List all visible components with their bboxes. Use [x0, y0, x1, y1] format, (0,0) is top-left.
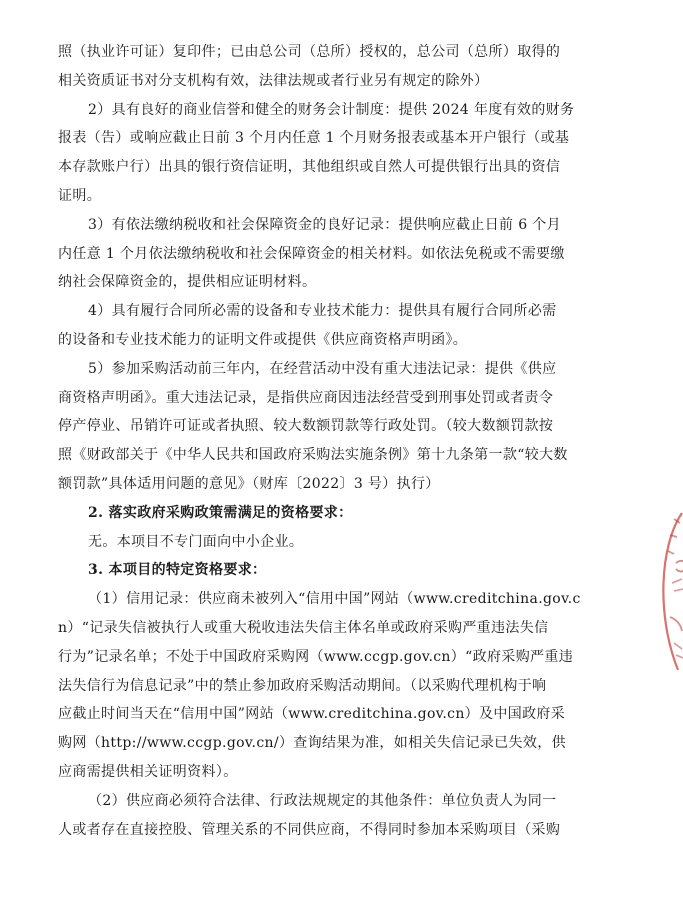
text-line: 无。本项目不专门面向中小企业。	[88, 533, 304, 550]
text-line: 报表（告）或响应截止日前 3 个月内任意 1 个月财务报表或基本开户银行（或基	[58, 130, 570, 147]
text-line: 购网（http://www.ccgp.gov.cn/）查询结果为准，如相关失信记录已失效，供	[58, 735, 566, 752]
text-line: 内任意 1 个月依法缴纳税收和社会保障资金的相关材料。如依法免税或不需要缴	[58, 245, 565, 262]
text-line: 法失信行为信息记录”中的禁止参加政府采购活动期间。（以采购代理机构于响	[58, 677, 547, 694]
text-line: 本存款账户行）出具的银行资信证明，其他组织或自然人可提供银行出具的资信	[58, 159, 561, 176]
text-line: 停产停业、吊销许可证或者执照、较大数额罚款等行政处罚。（较大数额罚款按	[58, 418, 554, 435]
text-line: n）“记录失信被执行人或重大税收违法失信主体名单或政府采购严重违法失信	[58, 619, 549, 636]
text-line: 3）有依法缴纳税收和社会保障资金的良好记录：提供响应截止日前 6 个月	[88, 216, 561, 233]
text-line: 的设备和专业技术能力的证明文件或提供《供应商资格声明函》。	[58, 331, 468, 348]
text-line: 纳社会保障资金的，提供相应证明材料。	[58, 274, 317, 291]
text-line: 证明。	[58, 187, 102, 204]
text-line: 2）具有良好的商业信誉和健全的财务会计制度：提供 2024 年度有效的财务	[88, 101, 575, 118]
text-line: 4）具有履行合同所必需的设备和专业技术能力：提供具有履行合同所必需	[88, 303, 557, 320]
text-line: 额罚款”具体适用问题的意见》（财库〔2022〕3 号）执行）	[58, 475, 440, 492]
text-line: 5）参加采购活动前三年内，在经营活动中没有重大违法记录：提供《供应	[88, 360, 557, 377]
section-heading: 2. 落实政府采购政策需满足的资格要求：	[88, 504, 353, 521]
text-line: 行为”记录名单；不处于中国政府采购网（www.ccgp.gov.cn）“政府采购严重违	[58, 648, 574, 665]
text-line: （2）供应商必须符合法律、行政法规规定的其他条件：单位负责人为同一	[88, 792, 557, 809]
seal-stamp-fragment	[652, 505, 683, 675]
section-heading: 3. 本项目的特定资格要求：	[88, 562, 267, 579]
text-line: 照《财政部关于《中华人民共和国政府采购法实施条例》第十九条第一款“较大数	[58, 447, 568, 464]
document-page	[58, 38, 606, 844]
text-line: （1）信用记录：供应商未被列入“信用中国”网站（www.creditchina.gov.c	[88, 591, 581, 608]
text-line: 应商需提供相关证明资料）。	[58, 763, 238, 780]
text-line: 照（执业许可证）复印件；已由总公司（总所）授权的，总公司（总所）取得的	[58, 44, 561, 60]
text-line: 人或者存在直接控股、管理关系的不同供应商，不得同时参加本采购项目（采购	[58, 821, 561, 838]
text-line: 商资格声明函》。重大违法记录，是指供应商因违法经营受到刑事处罚或者责令	[58, 389, 554, 406]
text-line: 应截止时间当天在“信用中国”网站（www.creditchina.gov.cn）及中国政府采	[58, 706, 566, 723]
text-line: 相关资质证书对分支机构有效，法律法规或者行业另有规定的除外）	[58, 72, 489, 89]
